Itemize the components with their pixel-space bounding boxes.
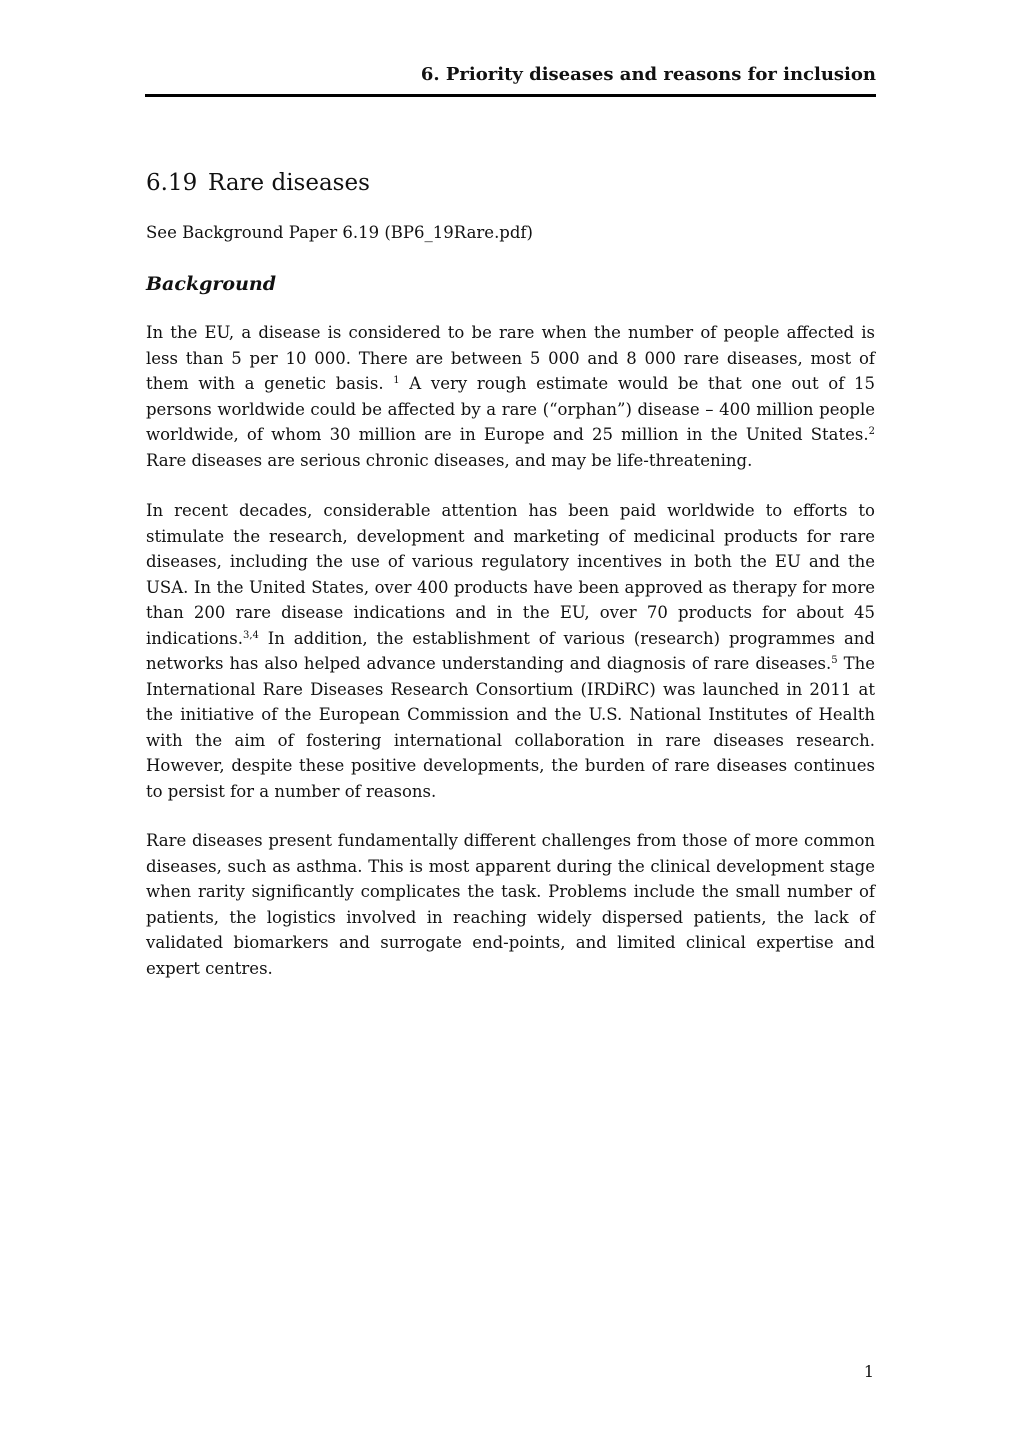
paragraph-1-text-c: Rare diseases are serious chronic diseases, and may be life-threatening. <box>146 450 753 470</box>
page-number: 1 <box>863 1362 874 1381</box>
paragraph-1-text-a: In the EU, a disease is considered to be rare when the number of people affected is less than 5 per 10 000. There are between 5 000 and 8 000 rare diseases, most of them with a genetic basis. <box>146 323 875 393</box>
paragraph-2-text-a: In recent decades, considerable attention has been paid worldwide to efforts to stimulate the research, development and marketing of medicinal products for rare diseases, including the use of various regulatory incentives in both the EU and the USA. In the United States, over 400 products have been approved as therapy for more than 200 rare disease indications and in the EU, over 70 products for about 45 indications. <box>146 501 875 648</box>
paragraph-3: Rare diseases present fundamentally different challenges from those of more common diseases, such as asthma. This is most apparent during the clinical development stage when rarity significantly complicates the task. Problems include the small number of patients, the logistics involved in reaching widely dispersed patients, the lack of validated biomarkers and surrogate end-points, and limited clinical expertise and expert centres. <box>146 831 875 978</box>
section-title <box>146 170 370 196</box>
header-rule <box>145 94 876 97</box>
footnote-ref-3-4: 3,4 <box>243 629 259 641</box>
paragraph-1-text-b: A very rough estimate would be that one out of 15 persons worldwide could be affected by a rare (“orphan”) disease – 400 million people worldwide, of whom 30 million are in Europe and 25 million in the United States. <box>146 374 875 444</box>
section-title-text: Rare diseases <box>208 170 370 196</box>
paragraph-2 <box>146 498 875 804</box>
paragraph-1 <box>146 320 875 473</box>
footnote-ref-5: 5 <box>831 655 838 666</box>
subheading-background: Background <box>146 273 276 295</box>
running-header: 6. Priority diseases and reasons for inclusion <box>420 64 876 85</box>
paragraph-2-text-b: In addition, the establishment of various (research) programmes and networks has also helped advance understanding and diagnosis of rare diseases. <box>146 628 875 673</box>
paragraph-2-text-c: The International Rare Diseases Research Consortium (IRDiRC) was launched in 2011 at the initiative of the European Commission and the U.S. National Institutes of Health with the aim of fostering international collaboration in rare diseases research. However, despite these positive developments, the burden of rare diseases continues to persist for a number of reasons. <box>146 654 875 801</box>
footnote-ref-2: 2 <box>868 426 875 437</box>
background-paper-reference: See Background Paper 6.19 (BP6_19Rare.pdf) <box>146 223 533 242</box>
section-number: 6.19 <box>146 170 198 196</box>
footnote-ref-1: 1 <box>393 375 400 386</box>
